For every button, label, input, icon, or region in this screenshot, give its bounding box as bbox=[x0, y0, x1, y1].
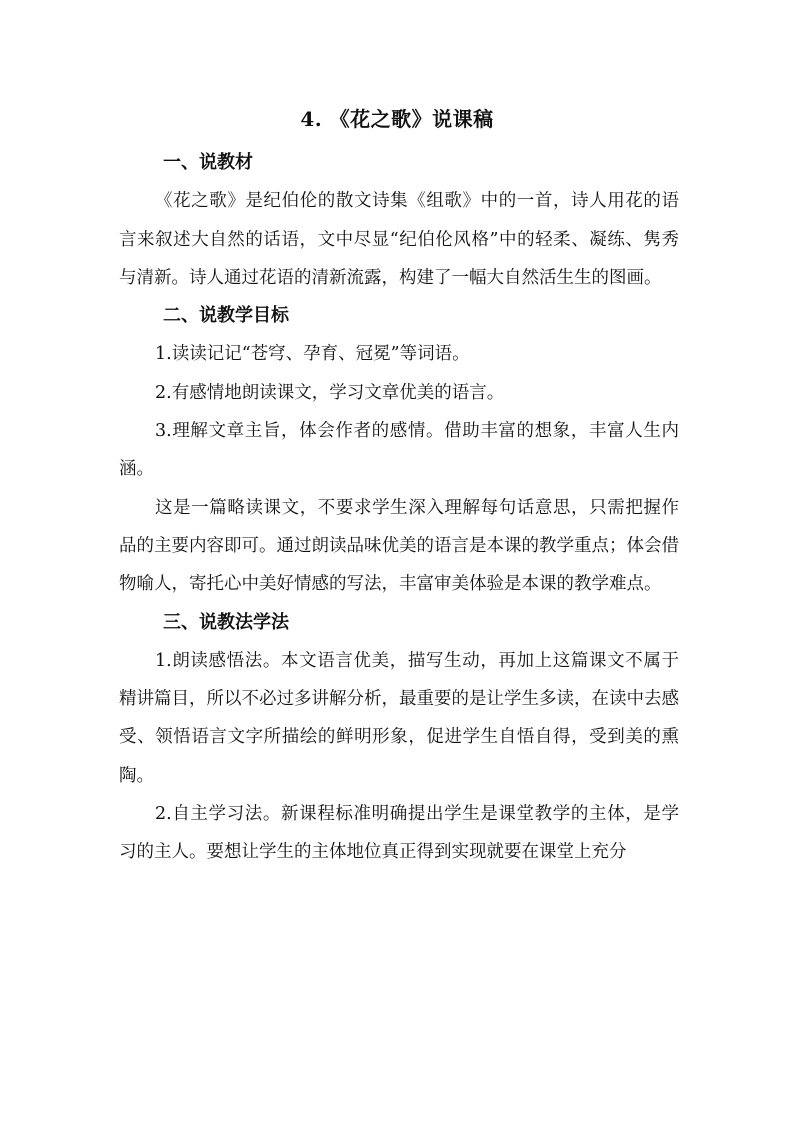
section-teaching-methods bbox=[119, 604, 679, 872]
paragraph: 《花之歌》是纪伯伦的散文诗集《组歌》中的一首，诗人用花的语言来叙述大自然的话语，文中尽显“纪伯伦风格”中的轻柔、凝练、隽秀与清新。诗人通过花语的清新流露，构建了一幅大自然活生生的图画。 bbox=[119, 191, 679, 288]
paragraph: 2.有感情地朗读课文，学习文章优美的语言。 bbox=[155, 382, 505, 403]
paragraph: 这是一篇略读课文，不要求学生深入理解每句话意思，只需把握作品的主要内容即可。通过朗读品味优美的语言是本课的教学重点；体会借物喻人，寄托心中美好情感的写法，丰富审美体验是本课的教学难点。 bbox=[119, 497, 679, 595]
section-teaching-objectives bbox=[119, 297, 679, 603]
section-teaching-material bbox=[119, 144, 679, 297]
paragraph: 2.自主学习法。新课程标准明确提出学生是课堂教学的主体，是学习的主人。要想让学生的主体地位真正得到实现就要在课堂上充分 bbox=[119, 804, 679, 863]
paragraph: 1.读读记记“苍穹、孕育、冠冕”等词语。 bbox=[155, 344, 470, 365]
page-title: 4. 《花之歌》说课稿 bbox=[300, 107, 494, 131]
paragraph: 1.朗读感悟法。本文语言优美，描写生动，再加上这篇课文不属于精讲篇目，所以不必过多讲解分析，最重要的是让学生多读，在读中去感受、领悟语言文字所描绘的鲜明形象，促进学生自悟自得，受到美的熏陶。 bbox=[119, 650, 679, 786]
section-heading: 三、说教法学法 bbox=[163, 611, 289, 633]
section-heading: 一、说教材 bbox=[163, 152, 253, 173]
paragraph: 3.理解文章主旨，体会作者的感情。借助丰富的想象，丰富人生内涵。 bbox=[119, 421, 679, 480]
document-body bbox=[119, 144, 679, 872]
section-heading: 二、说教学目标 bbox=[163, 305, 289, 327]
